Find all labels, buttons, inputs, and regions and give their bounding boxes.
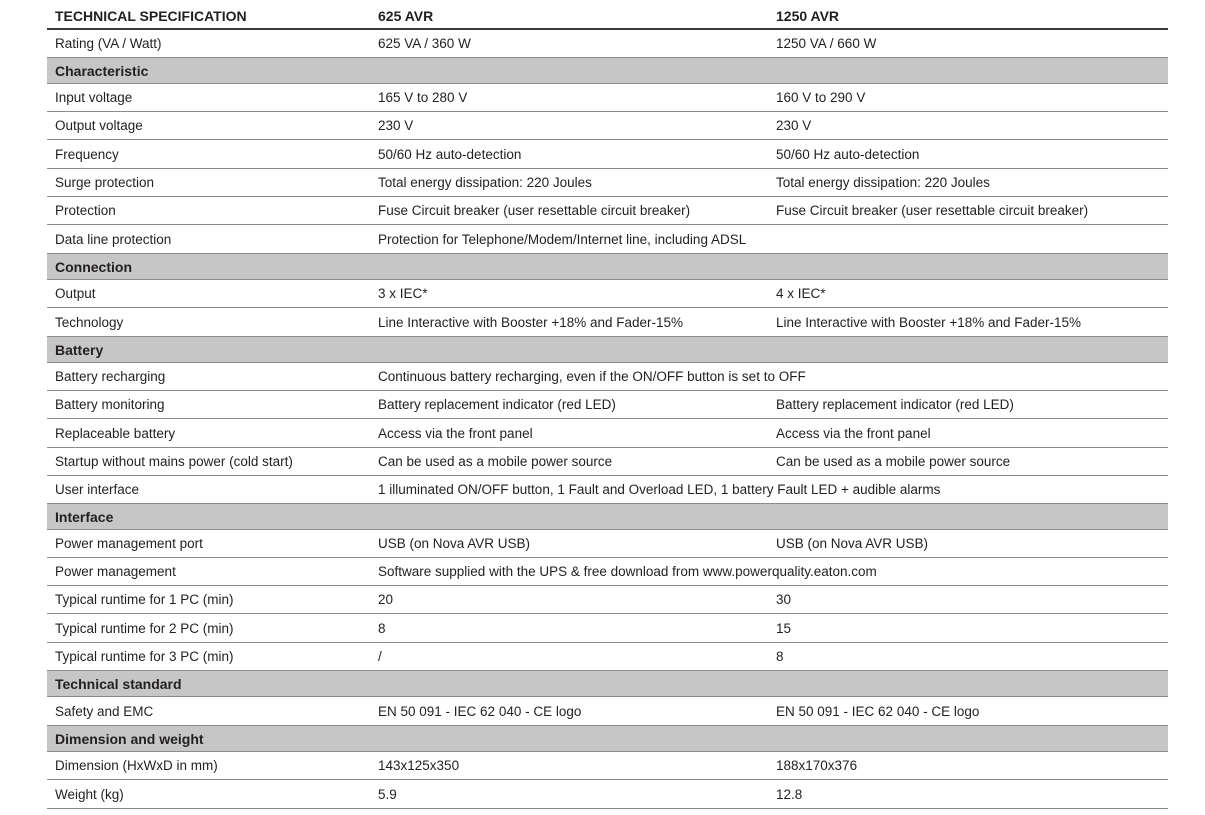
spec-value-625: 143x125x350 [378,758,460,773]
spec-value-625: 8 [378,620,386,636]
table-row [47,697,1168,726]
header-model-625: 625 AVR [378,7,434,24]
header-label: TECHNICAL SPECIFICATION [55,7,247,24]
spec-label: Typical runtime for 3 PC (min) [55,649,234,664]
table-row [47,558,1168,586]
spec-label: Surge protection [55,175,155,190]
spec-value-1250: 12.8 [776,786,803,802]
spec-label: Protection [55,203,116,218]
section-header [47,725,1168,752]
table-row [47,752,1168,780]
spec-label: Battery recharging [55,369,166,384]
spec-value-625: 3 x IEC* [378,286,428,301]
spec-label: Safety and EMC [55,703,154,719]
spec-value-1250: 160 V to 290 V [776,90,866,105]
spec-value-1250: USB (on Nova AVR USB) [776,536,929,551]
spec-label: Data line protection [55,231,172,247]
table-row [47,280,1168,308]
spec-label: Typical runtime for 1 PC (min) [55,592,234,607]
spec-value-625: 1 illuminated ON/OFF button, 1 Fault and Overload LED, 1 battery Fault LED + audible alarms [378,482,941,497]
spec-value-1250: Total energy dissipation: 220 Joules [776,175,990,190]
spec-label: Input voltage [55,90,133,105]
spec-value-1250: 8 [776,649,784,664]
spec-label: Rating (VA / Watt) [55,36,162,51]
spec-value-625: USB (on Nova AVR USB) [378,536,531,551]
table-row [47,586,1168,614]
table-row [47,225,1168,254]
table-row [47,169,1168,197]
spec-label: Power management port [55,536,203,551]
table-row [47,448,1168,476]
spec-value-625: / [378,649,382,664]
spec-value-1250: 15 [776,620,792,636]
section-title: Technical standard [55,675,182,692]
spec-value-625: Software supplied with the UPS & free download from www.powerquality.eaton.com [378,564,877,579]
spec-value-625: Protection for Telephone/Modem/Internet line, including ADSL [378,231,747,247]
spec-value-1250: Fuse Circuit breaker (user resettable circuit breaker) [776,203,1089,218]
table-row [47,197,1168,225]
spec-value-1250: Line Interactive with Booster +18% and Fader-15% [776,314,1082,330]
spec-label: Dimension (HxWxD in mm) [55,758,218,773]
spec-label: Frequency [55,146,119,162]
section-header [47,670,1168,697]
spec-label: Typical runtime for 2 PC (min) [55,620,234,636]
spec-value-1250: 188x170x376 [776,758,858,773]
spec-value-625: Total energy dissipation: 220 Joules [378,175,592,190]
table-row [47,643,1168,671]
spec-value-625: Line Interactive with Booster +18% and Fader-15% [378,314,684,330]
spec-table [47,2,1168,809]
spec-value-1250: 50/60 Hz auto-detection [776,146,920,162]
table-row [47,308,1168,337]
table-row [47,476,1168,504]
table-row [47,530,1168,558]
spec-label: Output [55,286,96,301]
table-row [47,391,1168,419]
table-row [47,363,1168,391]
spec-value-1250: 1250 VA / 660 W [776,36,877,51]
spec-label: Weight (kg) [55,786,124,802]
spec-label: Power management [55,564,176,579]
spec-value-625: EN 50 091 - IEC 62 040 - CE logo [378,703,582,719]
spec-value-625: 165 V to 280 V [378,90,468,105]
spec-label: Technology [55,314,124,330]
spec-label: User interface [55,482,140,497]
spec-value-625: Battery replacement indicator (red LED) [378,397,616,412]
spec-value-1250: Battery replacement indicator (red LED) [776,397,1014,412]
table-row [47,140,1168,169]
spec-value-625: Can be used as a mobile power source [378,454,613,469]
section-title: Dimension and weight [55,730,204,747]
table-row [47,614,1168,643]
table-row [47,780,1168,809]
table-row [47,419,1168,448]
spec-value-625: Access via the front panel [378,425,533,441]
spec-value-1250: 30 [776,592,792,607]
spec-value-1250: Access via the front panel [776,425,931,441]
section-header [47,336,1168,363]
section-title: Connection [55,258,132,275]
spec-value-1250: 4 x IEC* [776,286,826,301]
section-header [47,253,1168,280]
section-header [47,57,1168,84]
spec-value-625: 230 V [378,118,414,133]
section-title: Battery [55,341,104,358]
spec-value-625: 20 [378,592,394,607]
spec-label: Replaceable battery [55,425,176,441]
spec-value-1250: 230 V [776,118,812,133]
spec-value-625: 625 VA / 360 W [378,36,471,51]
section-title: Interface [55,508,114,525]
section-header [47,503,1168,530]
section-title: Characteristic [55,62,149,79]
spec-value-625: Fuse Circuit breaker (user resettable circuit breaker) [378,203,691,218]
spec-label: Output voltage [55,118,143,133]
spec-label: Battery monitoring [55,397,165,412]
header-model-1250: 1250 AVR [776,7,840,24]
table-row [47,84,1168,112]
spec-label: Startup without mains power (cold start) [55,454,293,469]
spec-value-1250: EN 50 091 - IEC 62 040 - CE logo [776,703,980,719]
table-body [47,30,1168,809]
spec-value-625: 50/60 Hz auto-detection [378,146,522,162]
spec-value-625: 5.9 [378,786,397,802]
table-header [47,2,1168,30]
spec-value-1250: Can be used as a mobile power source [776,454,1011,469]
spec-value-625: Continuous battery recharging, even if the ON/OFF button is set to OFF [378,369,806,384]
table-row [47,30,1168,58]
table-row [47,112,1168,140]
